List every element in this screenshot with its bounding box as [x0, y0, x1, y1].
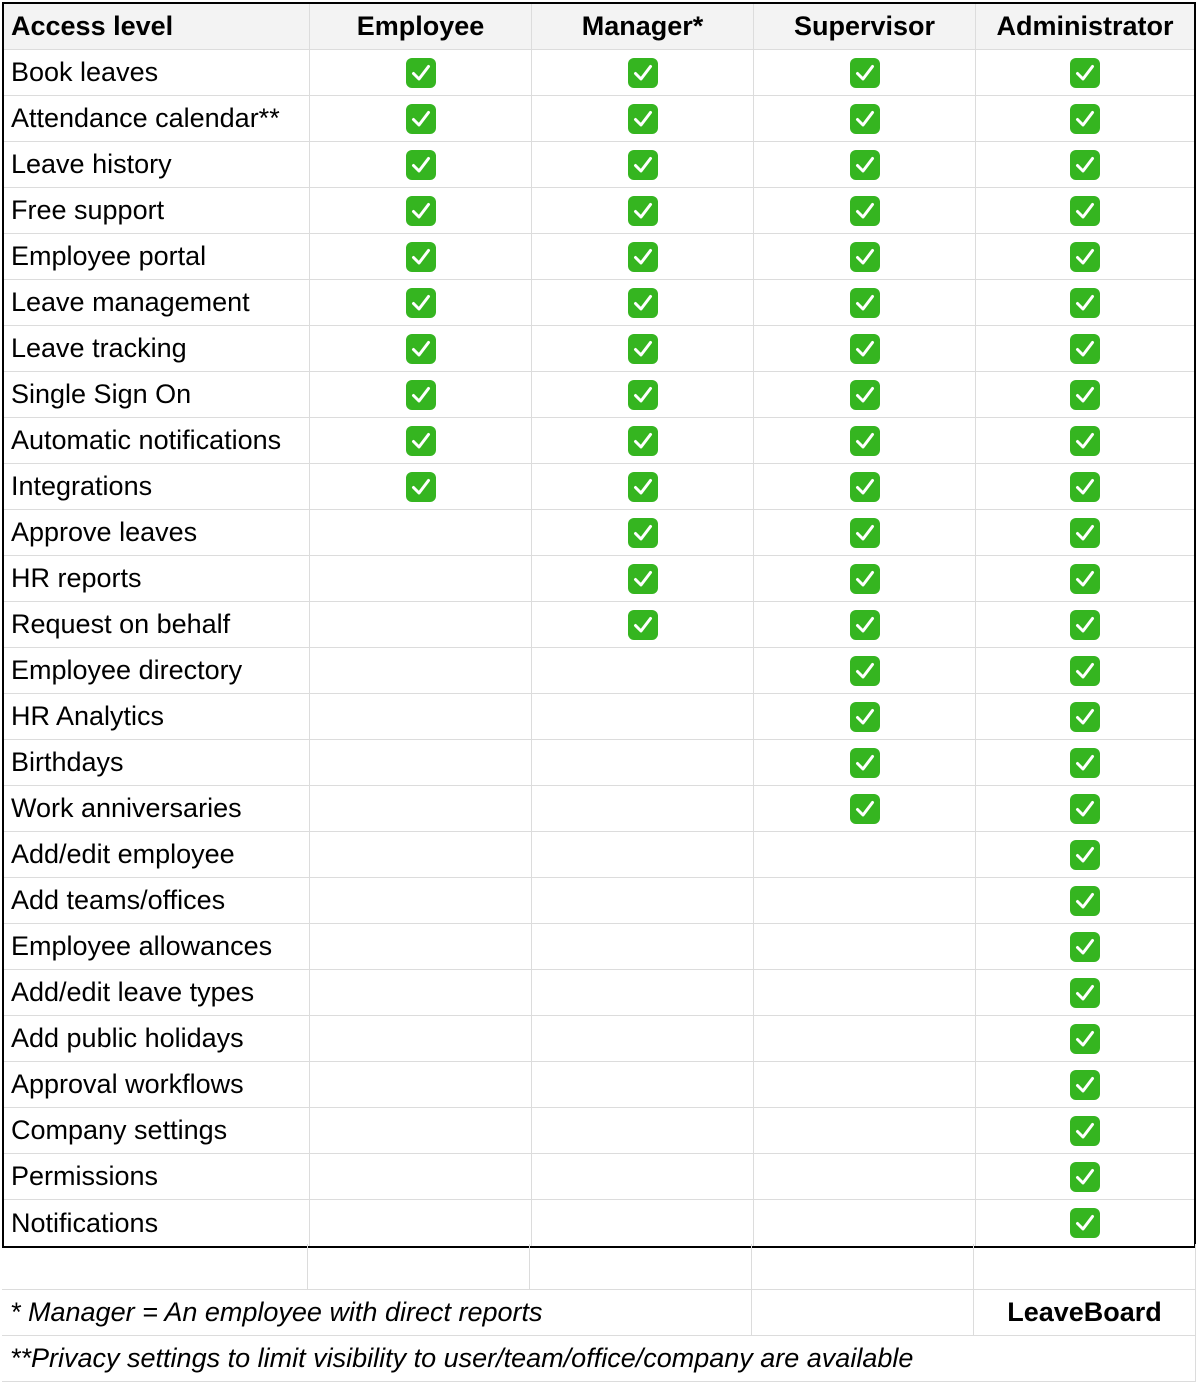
feature-name: Add teams/offices	[4, 878, 310, 923]
access-cell-employee	[310, 464, 532, 509]
access-cell-manager	[532, 188, 754, 233]
access-cell-employee	[310, 50, 532, 95]
access-cell-administrator	[976, 694, 1194, 739]
check-mark-button-icon	[628, 58, 658, 88]
access-cell-administrator	[976, 924, 1194, 969]
access-cell-manager	[532, 96, 754, 141]
feature-name: Company settings	[4, 1108, 310, 1153]
check-mark-button-icon	[850, 656, 880, 686]
access-cell-administrator	[976, 510, 1194, 555]
feature-name: Automatic notifications	[4, 418, 310, 463]
table-row	[4, 234, 1194, 280]
check-mark-button-icon	[1070, 1024, 1100, 1054]
access-cell-supervisor	[754, 464, 976, 509]
table-header-row	[4, 4, 1194, 50]
table-row	[4, 188, 1194, 234]
access-cell-supervisor	[754, 924, 976, 969]
check-mark-button-icon	[1070, 656, 1100, 686]
check-mark-button-icon	[628, 426, 658, 456]
check-mark-button-icon	[628, 472, 658, 502]
empty-cell	[530, 1244, 752, 1289]
check-mark-button-icon	[628, 196, 658, 226]
access-cell-administrator	[976, 142, 1194, 187]
check-mark-button-icon	[1070, 242, 1100, 272]
check-mark-button-icon	[406, 288, 436, 318]
access-cell-administrator	[976, 234, 1194, 279]
access-cell-administrator	[976, 1154, 1194, 1199]
check-mark-button-icon	[1070, 150, 1100, 180]
access-cell-manager	[532, 970, 754, 1015]
access-cell-supervisor	[754, 188, 976, 233]
feature-name: Leave management	[4, 280, 310, 325]
feature-name: Leave tracking	[4, 326, 310, 371]
feature-name: Birthdays	[4, 740, 310, 785]
empty-row	[2, 1244, 1196, 1290]
access-cell-employee	[310, 1200, 532, 1246]
feature-name: Work anniversaries	[4, 786, 310, 831]
brand-name: LeaveBoard	[974, 1290, 1196, 1335]
access-cell-supervisor	[754, 1016, 976, 1061]
feature-name: HR Analytics	[4, 694, 310, 739]
table-row	[4, 1062, 1194, 1108]
check-mark-button-icon	[850, 426, 880, 456]
feature-name: Employee allowances	[4, 924, 310, 969]
feature-name: Leave history	[4, 142, 310, 187]
access-cell-administrator	[976, 832, 1194, 877]
table-row	[4, 648, 1194, 694]
access-cell-supervisor	[754, 1154, 976, 1199]
access-cell-administrator	[976, 418, 1194, 463]
check-mark-button-icon	[1070, 794, 1100, 824]
feature-name: Approval workflows	[4, 1062, 310, 1107]
access-cell-supervisor	[754, 96, 976, 141]
access-cell-administrator	[976, 372, 1194, 417]
access-cell-supervisor	[754, 556, 976, 601]
access-cell-manager	[532, 786, 754, 831]
access-cell-supervisor	[754, 1200, 976, 1246]
access-cell-supervisor	[754, 50, 976, 95]
feature-name: Permissions	[4, 1154, 310, 1199]
check-mark-button-icon	[850, 242, 880, 272]
access-cell-administrator	[976, 878, 1194, 923]
access-cell-administrator	[976, 280, 1194, 325]
access-cell-supervisor	[754, 372, 976, 417]
check-mark-button-icon	[628, 334, 658, 364]
access-cell-employee	[310, 96, 532, 141]
check-mark-button-icon	[850, 58, 880, 88]
access-cell-supervisor	[754, 510, 976, 555]
access-cell-supervisor	[754, 418, 976, 463]
check-mark-button-icon	[1070, 518, 1100, 548]
access-cell-employee	[310, 740, 532, 785]
table-row	[4, 464, 1194, 510]
feature-name: HR reports	[4, 556, 310, 601]
table-row	[4, 418, 1194, 464]
check-mark-button-icon	[850, 472, 880, 502]
check-mark-button-icon	[850, 196, 880, 226]
access-cell-employee	[310, 418, 532, 463]
access-cell-supervisor	[754, 1108, 976, 1153]
access-cell-supervisor	[754, 234, 976, 279]
access-cell-employee	[310, 1108, 532, 1153]
table-row	[4, 1108, 1194, 1154]
empty-cell	[2, 1244, 308, 1289]
feature-name: Employee portal	[4, 234, 310, 279]
check-mark-button-icon	[628, 242, 658, 272]
access-cell-employee	[310, 188, 532, 233]
check-mark-button-icon	[850, 748, 880, 778]
empty-cell	[752, 1244, 974, 1289]
access-cell-employee	[310, 326, 532, 371]
feature-name: Employee directory	[4, 648, 310, 693]
access-cell-employee	[310, 970, 532, 1015]
feature-name: Integrations	[4, 464, 310, 509]
check-mark-button-icon	[1070, 1162, 1100, 1192]
access-cell-manager	[532, 1108, 754, 1153]
access-cell-supervisor	[754, 1062, 976, 1107]
check-mark-button-icon	[850, 794, 880, 824]
footer-area	[2, 1244, 1196, 1382]
check-mark-button-icon	[406, 150, 436, 180]
check-mark-button-icon	[1070, 1070, 1100, 1100]
access-cell-employee	[310, 602, 532, 647]
check-mark-button-icon	[1070, 426, 1100, 456]
table-row	[4, 1200, 1194, 1246]
check-mark-button-icon	[1070, 886, 1100, 916]
feature-name: Add/edit employee	[4, 832, 310, 877]
check-mark-button-icon	[850, 564, 880, 594]
access-cell-employee	[310, 510, 532, 555]
table-row	[4, 694, 1194, 740]
access-cell-supervisor	[754, 832, 976, 877]
access-cell-supervisor	[754, 142, 976, 187]
access-cell-administrator	[976, 188, 1194, 233]
access-cell-supervisor	[754, 786, 976, 831]
access-cell-employee	[310, 1016, 532, 1061]
check-mark-button-icon	[406, 380, 436, 410]
table-row	[4, 510, 1194, 556]
header-manager: Manager*	[532, 4, 754, 49]
footnote-manager-row	[2, 1290, 1196, 1336]
table-row	[4, 924, 1194, 970]
feature-name: Free support	[4, 188, 310, 233]
check-mark-button-icon	[1070, 196, 1100, 226]
table-row	[4, 740, 1194, 786]
feature-name: Approve leaves	[4, 510, 310, 555]
table-row	[4, 556, 1194, 602]
check-mark-button-icon	[1070, 978, 1100, 1008]
check-mark-button-icon	[1070, 564, 1100, 594]
access-cell-manager	[532, 142, 754, 187]
check-mark-button-icon	[850, 702, 880, 732]
table-row	[4, 1016, 1194, 1062]
feature-name: Add public holidays	[4, 1016, 310, 1061]
access-cell-employee	[310, 878, 532, 923]
check-mark-button-icon	[850, 288, 880, 318]
access-cell-administrator	[976, 464, 1194, 509]
access-cell-administrator	[976, 1200, 1194, 1246]
access-cell-administrator	[976, 1016, 1194, 1061]
check-mark-button-icon	[628, 564, 658, 594]
access-cell-administrator	[976, 786, 1194, 831]
access-cell-supervisor	[754, 970, 976, 1015]
feature-name: Notifications	[4, 1200, 310, 1246]
access-cell-manager	[532, 280, 754, 325]
access-cell-manager	[532, 1062, 754, 1107]
check-mark-button-icon	[850, 150, 880, 180]
access-cell-manager	[532, 878, 754, 923]
check-mark-button-icon	[406, 58, 436, 88]
header-employee: Employee	[310, 4, 532, 49]
check-mark-button-icon	[406, 334, 436, 364]
access-cell-manager	[532, 326, 754, 371]
access-cell-employee	[310, 280, 532, 325]
feature-name: Book leaves	[4, 50, 310, 95]
table-row	[4, 50, 1194, 96]
access-cell-supervisor	[754, 602, 976, 647]
check-mark-button-icon	[406, 104, 436, 134]
table-row	[4, 786, 1194, 832]
header-access-level: Access level	[4, 4, 310, 49]
feature-name: Request on behalf	[4, 602, 310, 647]
table-row	[4, 832, 1194, 878]
access-cell-manager	[532, 924, 754, 969]
access-cell-supervisor	[754, 280, 976, 325]
access-cell-manager	[532, 648, 754, 693]
check-mark-button-icon	[1070, 472, 1100, 502]
access-cell-supervisor	[754, 740, 976, 785]
empty-cell	[752, 1290, 974, 1335]
access-cell-manager	[532, 602, 754, 647]
access-cell-employee	[310, 648, 532, 693]
check-mark-button-icon	[1070, 104, 1100, 134]
feature-name: Add/edit leave types	[4, 970, 310, 1015]
footnote-privacy-row	[2, 1336, 1196, 1382]
access-cell-manager	[532, 1016, 754, 1061]
access-cell-manager	[532, 372, 754, 417]
access-cell-employee	[310, 1154, 532, 1199]
access-cell-administrator	[976, 648, 1194, 693]
access-cell-manager	[532, 694, 754, 739]
table-row	[4, 280, 1194, 326]
access-cell-manager	[532, 464, 754, 509]
access-cell-administrator	[976, 50, 1194, 95]
header-supervisor: Supervisor	[754, 4, 976, 49]
access-cell-supervisor	[754, 694, 976, 739]
check-mark-button-icon	[1070, 702, 1100, 732]
check-mark-button-icon	[1070, 58, 1100, 88]
check-mark-button-icon	[1070, 610, 1100, 640]
table-row	[4, 142, 1194, 188]
check-mark-button-icon	[850, 610, 880, 640]
table-row	[4, 96, 1194, 142]
access-cell-employee	[310, 924, 532, 969]
footnote-manager: * Manager = An employee with direct reports	[2, 1290, 752, 1335]
access-cell-administrator	[976, 96, 1194, 141]
table-row	[4, 878, 1194, 924]
access-cell-administrator	[976, 1108, 1194, 1153]
access-cell-administrator	[976, 1062, 1194, 1107]
check-mark-button-icon	[1070, 1208, 1100, 1238]
access-cell-supervisor	[754, 878, 976, 923]
check-mark-button-icon	[850, 380, 880, 410]
access-cell-administrator	[976, 970, 1194, 1015]
check-mark-button-icon	[406, 426, 436, 456]
check-mark-button-icon	[1070, 380, 1100, 410]
header-administrator: Administrator	[976, 4, 1194, 49]
access-cell-employee	[310, 234, 532, 279]
access-cell-supervisor	[754, 648, 976, 693]
check-mark-button-icon	[628, 610, 658, 640]
access-cell-administrator	[976, 602, 1194, 647]
access-level-table	[2, 2, 1196, 1248]
access-cell-employee	[310, 832, 532, 877]
access-cell-employee	[310, 694, 532, 739]
feature-name: Attendance calendar**	[4, 96, 310, 141]
access-cell-supervisor	[754, 326, 976, 371]
table-row	[4, 970, 1194, 1016]
access-cell-employee	[310, 1062, 532, 1107]
check-mark-button-icon	[406, 472, 436, 502]
check-mark-button-icon	[1070, 288, 1100, 318]
access-cell-manager	[532, 1200, 754, 1246]
table-row	[4, 1154, 1194, 1200]
check-mark-button-icon	[850, 518, 880, 548]
access-cell-employee	[310, 372, 532, 417]
check-mark-button-icon	[628, 380, 658, 410]
table-body	[4, 50, 1194, 1246]
access-cell-administrator	[976, 326, 1194, 371]
check-mark-button-icon	[1070, 932, 1100, 962]
check-mark-button-icon	[850, 334, 880, 364]
access-cell-employee	[310, 556, 532, 601]
footnote-privacy: **Privacy settings to limit visibility to user/team/office/company are available	[2, 1336, 1196, 1381]
empty-cell	[974, 1244, 1196, 1289]
check-mark-button-icon	[628, 104, 658, 134]
check-mark-button-icon	[1070, 1116, 1100, 1146]
access-cell-employee	[310, 786, 532, 831]
check-mark-button-icon	[628, 150, 658, 180]
access-cell-manager	[532, 1154, 754, 1199]
check-mark-button-icon	[1070, 748, 1100, 778]
access-cell-administrator	[976, 740, 1194, 785]
check-mark-button-icon	[628, 288, 658, 318]
check-mark-button-icon	[628, 518, 658, 548]
access-cell-manager	[532, 510, 754, 555]
feature-name: Single Sign On	[4, 372, 310, 417]
access-cell-manager	[532, 50, 754, 95]
access-cell-manager	[532, 740, 754, 785]
access-cell-manager	[532, 418, 754, 463]
check-mark-button-icon	[406, 242, 436, 272]
access-cell-manager	[532, 556, 754, 601]
access-cell-manager	[532, 234, 754, 279]
access-cell-manager	[532, 832, 754, 877]
check-mark-button-icon	[1070, 840, 1100, 870]
access-cell-employee	[310, 142, 532, 187]
table-row	[4, 326, 1194, 372]
table-row	[4, 602, 1194, 648]
check-mark-button-icon	[850, 104, 880, 134]
empty-cell	[308, 1244, 530, 1289]
check-mark-button-icon	[406, 196, 436, 226]
check-mark-button-icon	[1070, 334, 1100, 364]
access-cell-administrator	[976, 556, 1194, 601]
table-row	[4, 372, 1194, 418]
